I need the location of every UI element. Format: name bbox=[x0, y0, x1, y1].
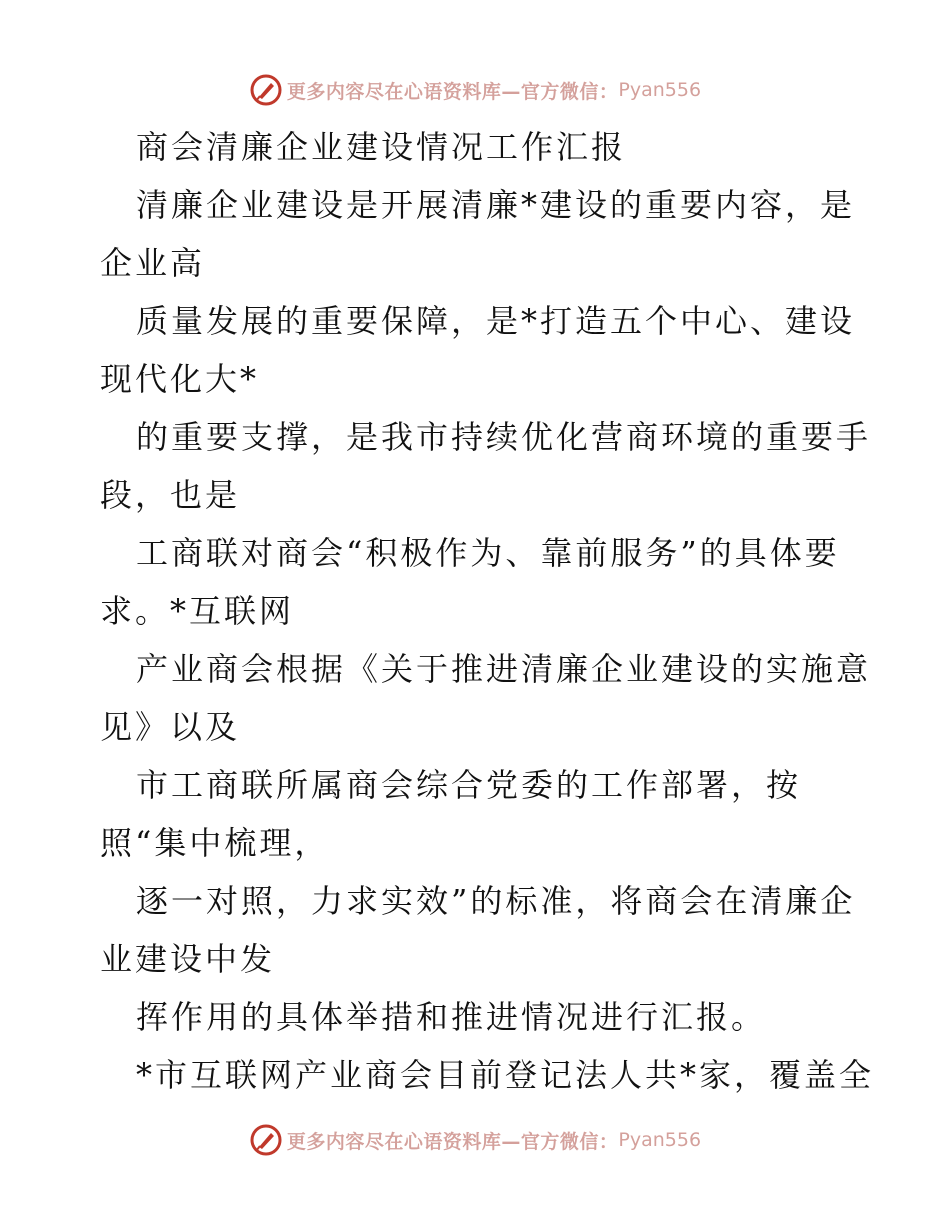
watermark-contact: Pyan556 bbox=[618, 1129, 702, 1151]
text-line: 段，也是 bbox=[100, 476, 241, 514]
text-line: 求。*互联网 bbox=[100, 592, 295, 630]
document-body bbox=[100, 118, 875, 1104]
watermark-text: 更多内容尽在心语资料库—官方微信： bbox=[286, 80, 619, 103]
text-line: 工商联对商会“积极作为、靠前服务”的具体要 bbox=[136, 534, 840, 572]
text-line: 的重要支撑，是我市持续优化营商环境的重要手 bbox=[136, 418, 872, 456]
watermark-contact: Pyan556 bbox=[618, 79, 702, 101]
text-line: 质量发展的重要保障，是*打造五个中心、建设 bbox=[136, 302, 856, 340]
quill-logo-icon bbox=[249, 73, 283, 107]
text-line: 业建设中发 bbox=[100, 940, 276, 978]
header-watermark-banner bbox=[0, 70, 950, 110]
text-line: 市工商联所属商会综合党委的工作部署，按 bbox=[136, 766, 802, 804]
text-line: 清廉企业建设是开展清廉*建设的重要内容，是 bbox=[136, 186, 856, 224]
text-line: *市互联网产业商会目前登记法人共*家，覆盖全 bbox=[136, 1056, 875, 1094]
text-line: 企业高 bbox=[100, 244, 206, 282]
text-line: 照“集中梳理， bbox=[100, 824, 330, 862]
text-line: 现代化大* bbox=[100, 360, 260, 398]
text-line: 挥作用的具体举措和推进情况进行汇报。 bbox=[136, 998, 767, 1036]
text-line: 产业商会根据《关于推进清廉企业建设的实施意 bbox=[136, 650, 872, 688]
document-title: 商会清廉企业建设情况工作汇报 bbox=[136, 128, 627, 166]
footer-watermark-banner bbox=[0, 1120, 950, 1160]
watermark-text: 更多内容尽在心语资料库—官方微信： bbox=[286, 1130, 619, 1153]
text-line: 逐一对照，力求实效”的标准，将商会在清廉企 bbox=[136, 882, 856, 920]
quill-logo-icon bbox=[249, 1123, 283, 1157]
text-line: 见》以及 bbox=[100, 708, 241, 746]
